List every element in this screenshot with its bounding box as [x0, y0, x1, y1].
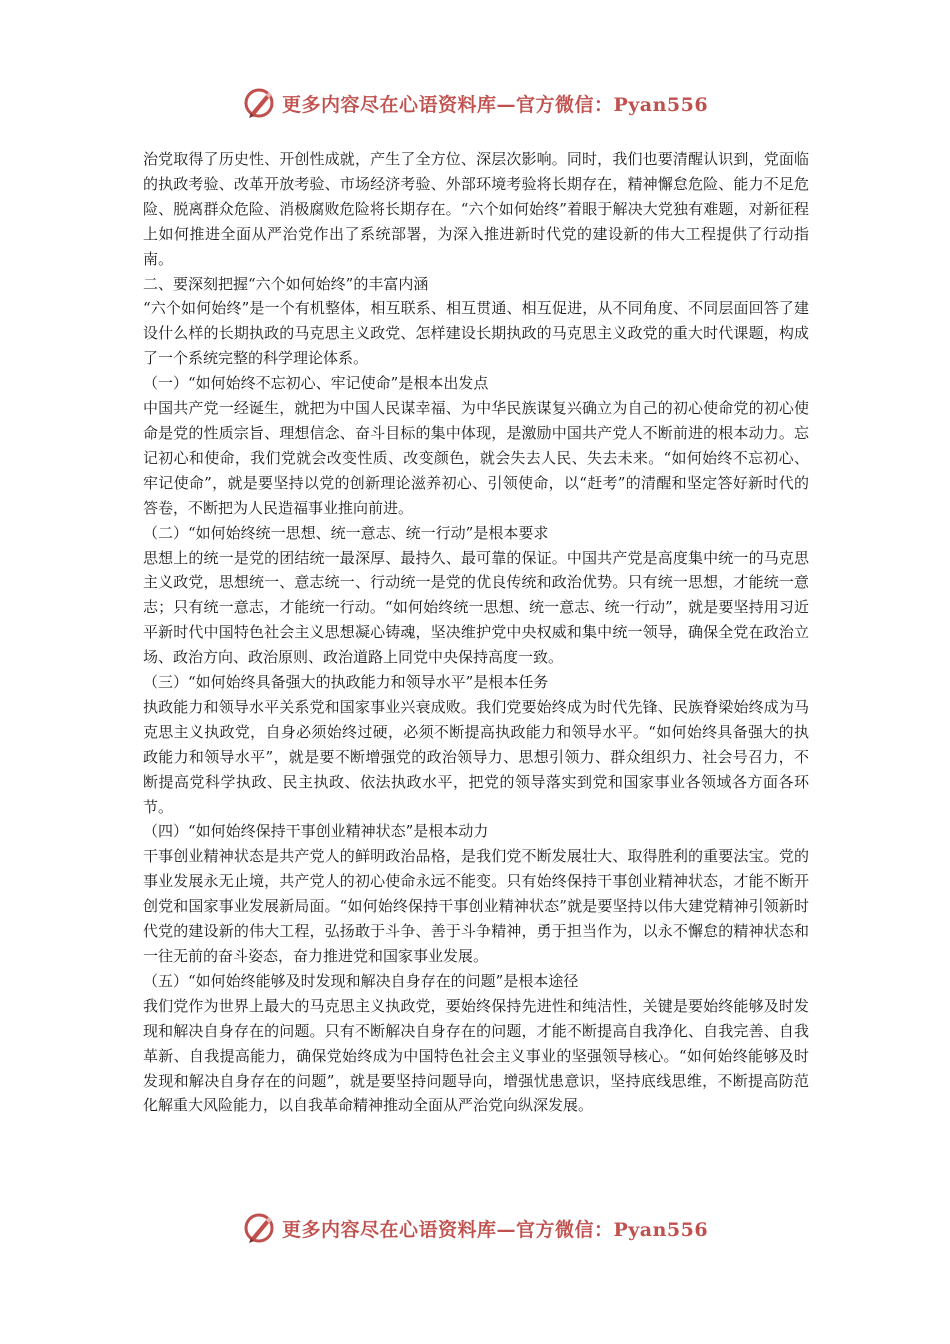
footer-banner: [0, 1208, 950, 1248]
subheading-2: （二）“如何始终统一思想、统一意志、统一行动”是根本要求: [143, 523, 549, 542]
subheading-3: （三）“如何始终具备强大的执政能力和领导水平”是根本任务: [143, 673, 549, 692]
header-banner-text: 更多内容尽在心语资料库—官方微信：Pyan556: [281, 93, 709, 116]
pen-logo-icon: [242, 86, 276, 120]
paragraph-2: 思想上的统一是党的团结统一最深厚、最持久、最可靠的保证。中国共产党是高度集中统一的马克思主义政党，思想统一、意志统一、行动统一是党的优良传统和政治优势。只有统一思想，才能统一意志；只有统一意志，才能统一行动。“如何始终统一思想、统一意志、统一行动”，就是要坚持用习近平新时代中国特色社会主义思想凝心铸魂，坚决维护党中央权威和集中统一领导，确保全党在政治立场、政治方向、政治原则、政治道路上同党中央保持高度一致。: [143, 548, 809, 667]
section-heading-2: 二、要深刻把握“六个如何始终”的丰富内涵: [143, 274, 429, 293]
paragraph-1: 中国共产党一经诞生，就把为中国人民谋幸福、为中华民族谋复兴确立为自己的初心使命党的初心使命是党的性质宗旨、理想信念、奋斗目标的集中体现，是激励中国共产党人不断前进的根本动力。忘记初心和使命，我们党就会改变性质、改变颜色，就会失去人民、失去未来。“如何始终不忘初心、牢记使命”，就是要坚持以党的创新理论滋养初心、引领使命，以“赶考”的清醒和坚定答好新时代的答卷，不断把为人民造福事业推向前进。: [143, 399, 809, 517]
paragraph-5: 我们党作为世界上最大的马克思主义执政党，要始终保持先进性和纯洁性，关键是要始终能够及时发现和解决自身存在的问题。只有不断解决自身存在的问题，才能不断提高自我净化、自我完善、自我革新、自我提高能力，确保党始终成为中国特色社会主义事业的坚强领导核心。“如何始终能够及时发现和解决自身存在的问题”，就是要坚持问题导向，增强忧患意识，坚持底线思维，不断提高防范化解重大风险能力，以自我革命精神推动全面从严治党向纵深发展。: [143, 996, 809, 1115]
subheading-1: （一）“如何始终不忘初心、牢记使命”是根本出发点: [143, 374, 489, 393]
subheading-5: （五）“如何始终能够及时发现和解决自身存在的问题”是根本途径: [143, 971, 579, 990]
header-banner: [0, 83, 950, 123]
paragraph-intro-continued: 治党取得了历史性、开创性成就，产生了全方位、深层次影响。同时，我们也要清醒认识到，党面临的执政考验、改革开放考验、市场经济考验、外部环境考验将长期存在，精神懈怠危险、能力不足危险、脱离群众危险、消极腐败危险将长期存在。“六个如何始终”着眼于解决大党独有难题，对新征程上如何推进全面从严治党作出了系统部署，为深入推进新时代党的建设新的伟大工程提供了行动指南。: [143, 150, 809, 268]
paragraph-4: 干事创业精神状态是共产党人的鲜明政治品格，是我们党不断发展壮大、取得胜利的重要法宝。党的事业发展永无止境，共产党人的初心使命永远不能变。只有始终保持干事创业精神状态，才能不断开创党和国家事业发展新局面。“如何始终保持干事创业精神状态”就是要坚持以伟大建党精神引领新时代党的建设新的伟大工程，弘扬敢于斗争、善于斗争精神，勇于担当作为，以永不懈怠的精神状态和一往无前的奋斗姿态，奋力推进党和国家事业发展。: [143, 847, 809, 965]
paragraph-3: 执政能力和领导水平关系党和国家事业兴衰成败。我们党要始终成为时代先锋、民族脊梁始终成为马克思主义执政党，自身必须始终过硬，必须不断提高执政能力和领导水平。“如何始终具备强大的执政能力和领导水平”，就是要不断增强党的政治领导力、思想引领力、群众组织力、社会号召力，不断提高党科学执政、民主执政、依法执政水平，把党的领导落实到党和国家事业各领域各方面各环节。: [143, 697, 809, 816]
pen-logo-icon: [242, 1211, 276, 1245]
paragraph-overview: “六个如何始终”是一个有机整体，相互联系、相互贯通、相互促进，从不同角度、不同层面回答了建设什么样的长期执政的马克思主义政党、怎样建设长期执政的马克思主义政党的重大时代课题，构成了一个系统完整的科学理论体系。: [143, 299, 809, 368]
document-body: [143, 147, 809, 1118]
footer-banner-text: 更多内容尽在心语资料库—官方微信：Pyan556: [281, 1218, 709, 1241]
subheading-4: （四）“如何始终保持干事创业精神状态”是根本动力: [143, 822, 489, 841]
